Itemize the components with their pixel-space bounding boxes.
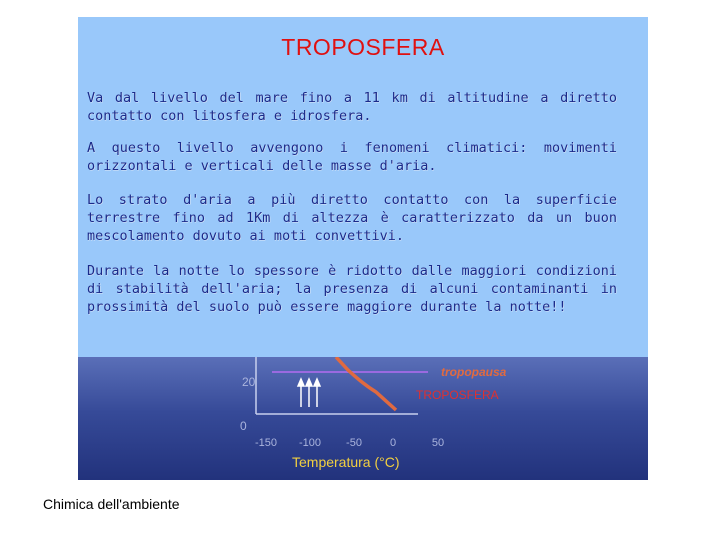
footer-text: Chimica dell'ambiente bbox=[43, 496, 180, 512]
arrow-up-head bbox=[306, 379, 312, 386]
tropopause-label: tropopausa bbox=[441, 365, 507, 379]
paragraph: Lo strato d'aria a più diretto contatto con la superficie terrestre fino ad 1Km di altezza è caratterizzato da un buon mescolamento dovuto ai moti convettivi. bbox=[87, 192, 617, 244]
y-tick-label: 0 bbox=[240, 419, 247, 433]
convection-arrows bbox=[298, 379, 320, 407]
x-tick-label: 50 bbox=[431, 437, 445, 449]
slide-title: TROPOSFERA bbox=[281, 34, 445, 60]
slide bbox=[78, 17, 648, 480]
atmosphere-diagram bbox=[78, 357, 648, 480]
x-axis-label: Temperatura (°C) bbox=[292, 454, 400, 470]
paragraph: A questo livello avvengono i fenomeni climatici: movimenti orizzontali e verticali delle masse d'aria. bbox=[87, 140, 617, 174]
x-tick-label: 0 bbox=[389, 437, 397, 449]
arrow-up-head bbox=[298, 379, 304, 386]
troposphere-label: TROPOSFERA bbox=[416, 388, 499, 402]
temperature-curve bbox=[336, 357, 396, 410]
x-tick-label: -100 bbox=[298, 437, 322, 449]
paragraph: Va dal livello del mare fino a 11 km di altitudine a diretto contatto con litosfera e idrosfera. bbox=[87, 90, 617, 124]
paragraph: Durante la notte lo spessore è ridotto dalle maggiori condizioni di stabilità dell'aria; la presenza di alcuni contaminanti in prossimità del suolo può essere maggiore durante la notte!! bbox=[87, 263, 617, 315]
x-tick-label: -50 bbox=[346, 437, 362, 449]
diagram-svg bbox=[78, 357, 648, 480]
y-tick-label: 20 bbox=[242, 375, 256, 389]
arrow-up-head bbox=[314, 379, 320, 386]
x-tick-label: -150 bbox=[254, 437, 278, 449]
